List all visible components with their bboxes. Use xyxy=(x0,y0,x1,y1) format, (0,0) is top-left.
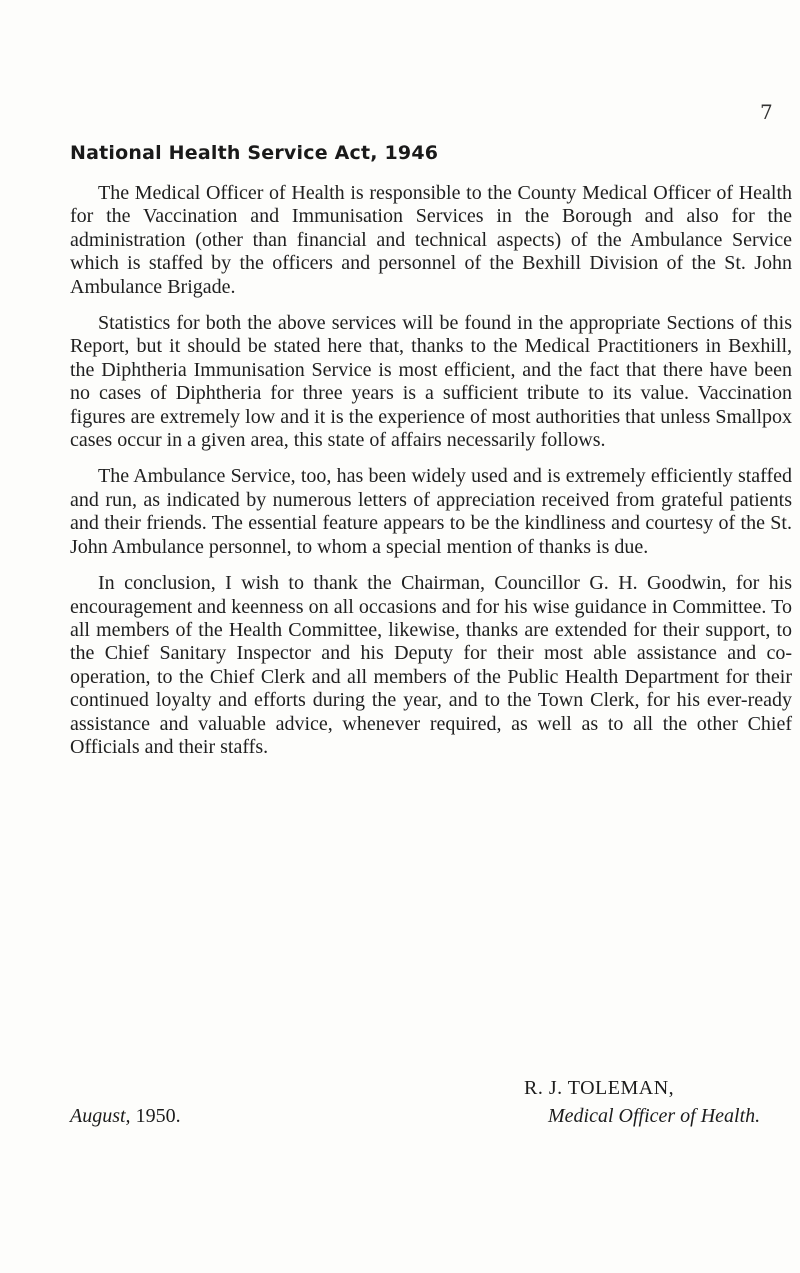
signature-year: 1950. xyxy=(130,1105,181,1127)
signatory-title: Medical Officer of Health. xyxy=(548,1105,761,1127)
paragraph-2: Statistics for both the above services will be found in the appropriate Sections of this Report, but it should be stated here that, thanks to the Medical Practitioners in Bexhill, the Diphtheria Immunisation Service is most efficient, and the fact that there have been no cases of Diphtheria for three years is a sufficient tribute to its value. Vaccination figures are extremely low and it is the experience of most authorities that unless Smallpox cases occur in a given area, this state of affairs necessarily follows. xyxy=(70,312,792,452)
signatory-name: R. J. TOLEMAN, xyxy=(524,1077,675,1099)
signature-month: August, xyxy=(70,1105,131,1127)
paragraph-3: The Ambulance Service, too, has been widely used and is extremely efficiently staffed and run, as indicated by numerous letters of appreciation received from grateful patients and their friends. The essential feature appears to be the kindliness and courtesy of the St. John Ambulance personnel, to whom a special mention of thanks is due. xyxy=(70,465,792,558)
paragraph-1: The Medical Officer of Health is responsible to the County Medical Officer of Health for the Vaccination and Immunisation Services in the Borough and also for the administration (other than financial and technical aspects) of the Ambulance Service which is staffed by the officers and personnel of the Bexhill Division of the St. John Ambulance Brigade. xyxy=(70,182,792,298)
body-text xyxy=(70,182,792,772)
section-heading: National Health Service Act, 1946 xyxy=(70,142,439,164)
page-number: 7 xyxy=(760,100,773,124)
paragraph-4: In conclusion, I wish to thank the Chairman, Councillor G. H. Goodwin, for his encouragement and keenness on all occasions and for his wise guidance in Committee. To all members of the Health Committee, likewise, thanks are extended for their support, to the Chief Sanitary Inspector and his Deputy for their most able assistance and co-operation, to the Chief Clerk and all members of the Public Health Department for their continued loyalty and efforts during the year, and to the Town Clerk, for his ever-ready assistance and valuable advice, whenever required, as well as to all the other Chief Officials and their staffs. xyxy=(70,572,792,758)
signature-date xyxy=(70,1105,181,1128)
